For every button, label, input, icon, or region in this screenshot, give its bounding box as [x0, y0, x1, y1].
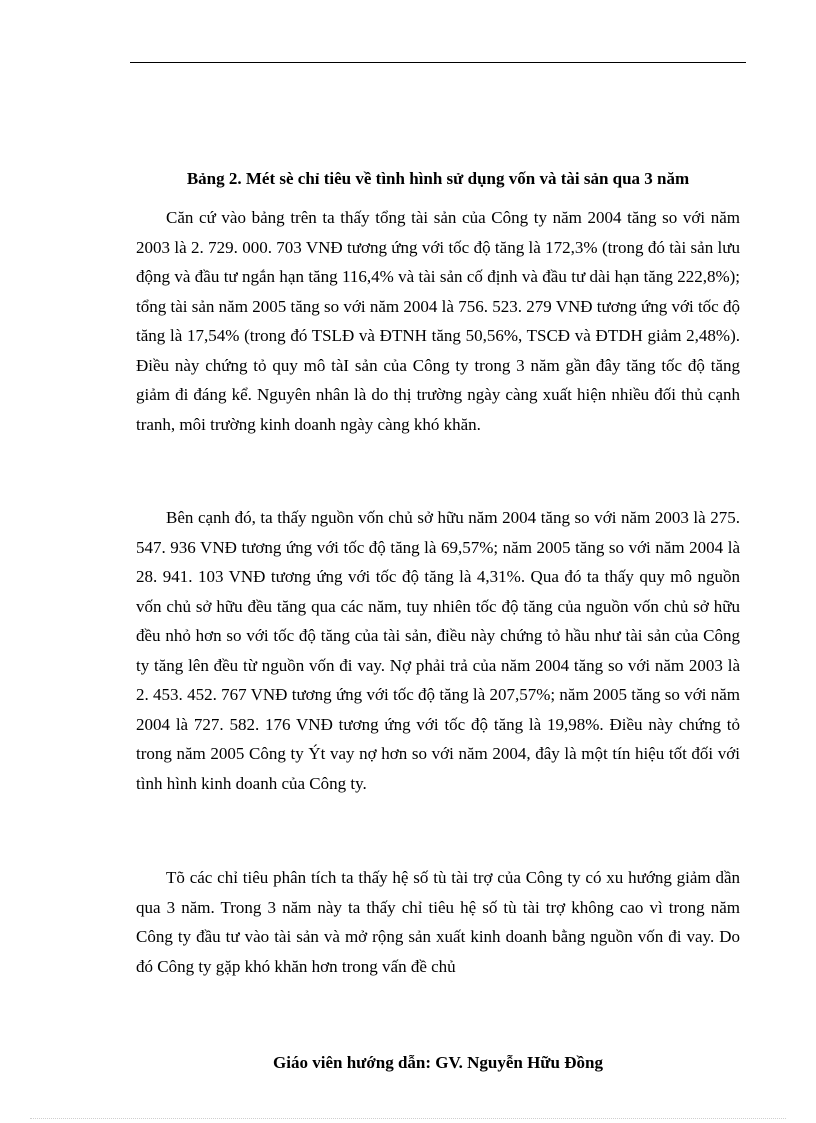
paragraph-equity-debt: Bên cạnh đó, ta thấy nguồn vốn chủ sở hữu năm 2004 tăng so với năm 2003 là 275. 547. 936 VNĐ tương ứng với tốc độ tăng là 69,57%; năm 2005 tăng so với năm 2004 là 28. 941. 103 VNĐ tương ứng với tốc độ tăng là 4,31%. Qua đó ta thấy quy mô nguồn vốn chủ sở hữu đều tăng qua các năm, tuy nhiên tốc độ tăng của nguồn vốn chủ sở hữu đều nhỏ hơn so với tốc độ tăng của tài sản, điều này chứng tỏ hầu như tài sản của Công ty tăng lên đều từ nguồn vốn đi vay. Nợ phải trả của năm 2004 tăng so với năm 2003 là 2. 453. 452. 767 VNĐ tương ứng với tốc độ tăng là 207,57%; năm 2005 tăng so với năm 2004 là 727. 582. 176 VNĐ tương ứng với tốc độ tăng là 19,98%. Điều này chứng tỏ trong năm 2005 Công ty Ýt vay nợ hơn so với năm 2004, đây là một tín hiệu tốt đối với tình hình kinh doanh của Công ty.: [136, 508, 740, 793]
header-rule: [130, 62, 746, 63]
paragraph-assets: Căn cứ vào bảng trên ta thấy tổng tài sản của Công ty năm 2004 tăng so với năm 2003 là 2. 729. 000. 703 VNĐ tương ứng với tốc độ tăng là 172,3% (trong đó tài sản lưu động và đầu tư ngắn hạn tăng 116,4% và tài sản cố định và đầu tư dài hạn tăng 222,8%); tổng tài sản năm 2005 tăng so với năm 2004 là 756. 523. 279 VNĐ tương ứng với tốc độ tăng là 17,54% (trong đó TSLĐ và ĐTNH tăng 50,56%, TSCĐ và ĐTDH giảm 2,48%). Điều này chứng tỏ quy mô tàI sản của Công ty trong 3 năm gần đây tăng tốc độ tăng giảm đi đáng kể. Nguyên nhân là do thị trường ngày càng xuất hiện nhiều đối thủ cạnh tranh, môi trường kinh doanh ngày càng khó khăn.: [136, 208, 740, 434]
footer-rule: [30, 1118, 786, 1119]
paragraph-self-financing: Tõ các chỉ tiêu phân tích ta thấy hệ số tù tài trợ của Công ty có xu hướng giảm dần qua 3 năm. Trong 3 năm này ta thấy chỉ tiêu hệ số tù tài trợ không cao vì trong năm Công ty đầu tư vào tài sản và mở rộng sản xuất kinh doanh bằng nguồn vốn đi vay. Do đó Công ty gặp khó khăn hơn trong vấn đề chủ: [136, 868, 740, 976]
page-footer-advisor: Giáo viên hướng dẫn: GV. Nguyễn Hữu Đồng: [273, 1053, 603, 1072]
table-caption: Bảng 2. Mét sè chỉ tiêu về tình hình sử dụng vốn và tài sản qua 3 năm: [186, 169, 690, 188]
